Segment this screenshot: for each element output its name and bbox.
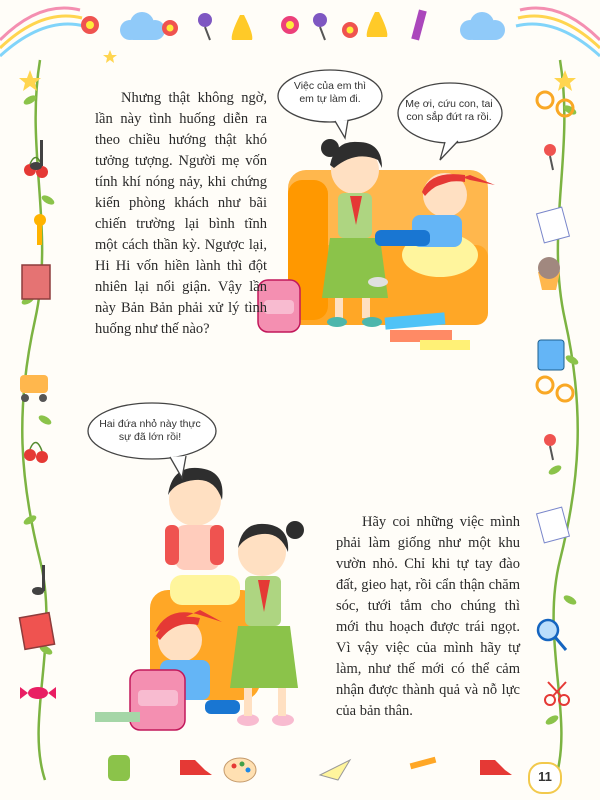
cloud-icon <box>120 12 165 40</box>
book-icon-2 <box>19 613 54 650</box>
story-paragraph-1: Nhưng thật không ngờ, lần này tình huống diễn ra theo chiều hướng thật khó tưởng tượng. Người mẹ vốn tính khí nóng nảy, khi chứng kiến phòng khách như bãi chiến trường lại bình tĩnh một cách thần kỳ. Ngược lại, Hi Hi vốn hiền lành thì đột nhiên lại nổi giận. Vậy lần này Bản Bản phải xử lý tình huống như thế nào? <box>95 90 267 337</box>
top-rainbow-right <box>516 8 600 56</box>
magnifier-icon <box>538 620 566 650</box>
bubble-text-sister: Việc của em thì em tự làm đi. <box>293 80 367 105</box>
top-illustration <box>258 139 495 350</box>
roller-skate-icon <box>20 375 48 402</box>
paper-plane-icon <box>320 760 350 780</box>
bubble-text-brother: Mẹ ơi, cứu con, tai con sắp đứt ra rồi. <box>405 98 493 123</box>
pencil-icon <box>411 9 426 40</box>
bell-icon <box>232 12 388 40</box>
story-paragraph-2: Hãy coi những việc mình phải làm giống như một khu vườn nhỏ. Chỉ khi tự tay đào đất, gieo hạt, rồi cẩn thận chăm sóc, tưới tắm cho chúng thì mới thu hoạch được trái ngọt. Vì vậy việc của mình hãy tự làm, như thế mới có thể cảm nhận được thành quả và nỗ lực của bản thân. <box>336 514 520 719</box>
pushpin-icon <box>198 13 327 40</box>
palette-icon <box>224 758 256 782</box>
page-number: 11 <box>528 762 562 794</box>
cupcake-icon <box>538 257 560 290</box>
book-icon <box>22 265 50 299</box>
bottom-illustration <box>95 468 304 730</box>
backpack-icon <box>108 755 130 781</box>
top-rainbow-left <box>0 8 84 56</box>
right-vine <box>554 60 578 780</box>
pushpin-right-icon <box>544 144 556 460</box>
candy-icon <box>20 687 56 699</box>
bubble-text-mother: Hai đứa nhỏ này thực sự đã lớn rồi! <box>99 418 201 443</box>
scissors-icon <box>545 682 569 705</box>
calculator-icon <box>538 340 564 370</box>
pencil-icon-bottom <box>410 757 437 770</box>
note-paper-icon <box>537 207 570 543</box>
